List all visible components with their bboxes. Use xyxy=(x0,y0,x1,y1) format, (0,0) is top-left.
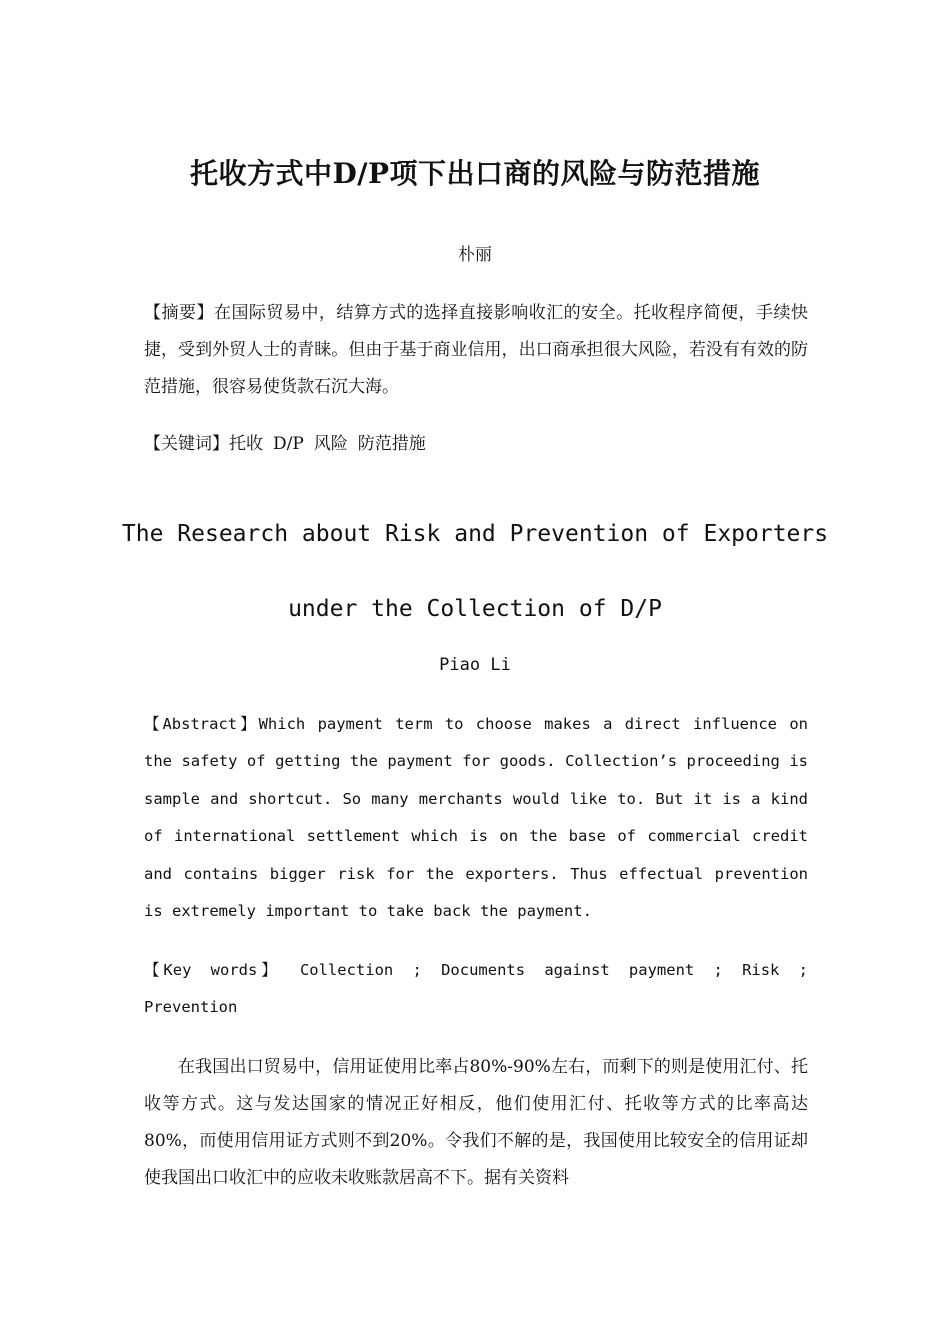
english-title xyxy=(0,497,950,647)
english-title-line-1: The Research about Risk and Prevention of Exporters xyxy=(121,521,829,547)
english-keywords-label: 【Key words】 xyxy=(144,961,281,979)
english-author: Piao Li xyxy=(439,655,511,675)
english-title-line-2: under the Collection of D/P xyxy=(288,596,662,622)
chinese-author: 朴丽 xyxy=(458,245,492,265)
chinese-title: 托收方式中D/P项下出口商的风险与防范措施 xyxy=(189,157,761,190)
english-keywords-text: Collection ; Documents against payment ; Risk ; Prevention xyxy=(144,961,808,1017)
english-abstract xyxy=(144,706,808,930)
chinese-abstract xyxy=(144,295,808,406)
chinese-abstract-text: 在国际贸易中，结算方式的选择直接影响收汇的安全。托收程序简便，手续快捷，受到外贸人士的青睐。但由于基于商业信用，出口商承担很大风险，若没有有效的防范措施，很容易使货款石沉大海。 xyxy=(144,303,809,397)
chinese-keyword: 风险 xyxy=(313,434,348,454)
chinese-keyword: 防范措施 xyxy=(357,434,426,454)
chinese-keywords-label: 【关键词】 xyxy=(144,434,229,454)
english-abstract-text: Which payment term to choose makes a direct influence on the safety of getting the payment for goods. Collection’s proceeding is sample and shortcut. So many merchants would like to. But it is a kind of international settlement which is on the base of commercial credit and contains bigger risk for the exporters. Thus effectual prevention is extremely important to take back the payment. xyxy=(144,715,808,921)
english-abstract-label: 【Abstract】 xyxy=(144,715,259,733)
english-keywords xyxy=(144,952,808,1027)
chinese-keyword: 托收 xyxy=(229,434,263,454)
chinese-abstract-label: 【摘要】 xyxy=(144,303,214,323)
body-paragraph: 在我国出口贸易中，信用证使用比率占80%-90%左右，而剩下的则是使用汇付、托收等方式。这与发达国家的情况正好相反，他们使用汇付、托收等方式的比率高达80%，而使用信用证方式则不到20%。令我们不解的是，我国使用比较安全的信用证却使我国出口收汇中的应收未收账款居高不下。据有关资料 xyxy=(144,1057,808,1188)
chinese-keywords xyxy=(144,430,808,458)
chinese-keyword: D/P xyxy=(273,434,304,454)
